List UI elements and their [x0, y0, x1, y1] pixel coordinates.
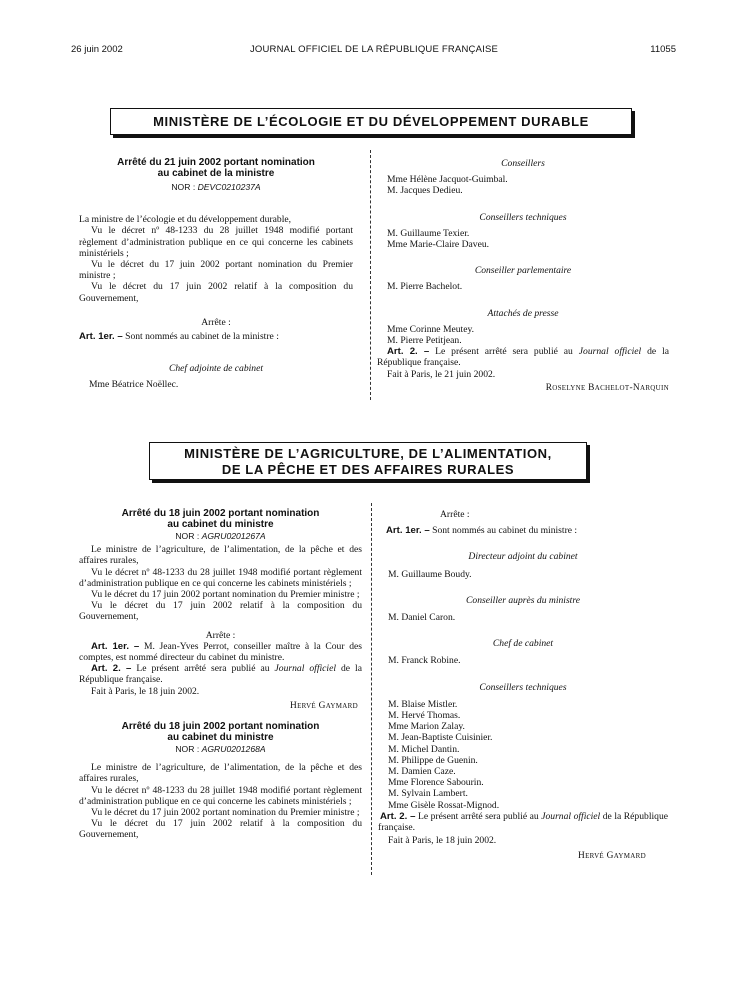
name-chef-adjointe: Mme Béatrice Noëllec. [89, 379, 179, 391]
list-item: Mme Florence Sabourin. [388, 777, 484, 789]
column-divider [370, 150, 371, 400]
heading-conseillers: Conseillers [501, 158, 545, 169]
ministry-agriculture-heading: MINISTÈRE DE L’AGRICULTURE, DE L’ALIMENTATION, DE LA PÊCHE ET DES AFFAIRES RURALES [149, 442, 587, 480]
preamble-vu-decret-1948: Vu le décret nº 48-1233 du 28 juillet 1948 modifié portant règlement d’administration publique en ce qui concerne les cabinets ministériels ; [79, 225, 353, 259]
fait-a-paris: Fait à Paris, le 21 juin 2002. [387, 368, 496, 380]
preamble-minister: Le ministre de l’agriculture, de l’alimentation, de la pêche et des affaires rurales, [79, 762, 362, 785]
article-1: Art. 1er. – Sont nommés au cabinet de la ministre : [79, 331, 279, 343]
preamble-minister: Le ministre de l’agriculture, de l’alimentation, de la pêche et des affaires rurales, [79, 544, 362, 567]
list-item: M. Michel Dantin. [388, 743, 460, 755]
preamble-vu-decret-1948: Vu le décret nº 48-1233 du 28 juillet 1948 modifié portant règlement d’administration publique en ce qui concerne les cabinets ministériels ; [79, 566, 362, 589]
list-item: Mme Marion Zalay. [388, 721, 465, 733]
name-chef-de-cabinet: M. Franck Robine. [388, 655, 461, 667]
name-conseiller: M. Jacques Dedieu. [387, 185, 463, 197]
heading-conseillers-techniques: Conseillers techniques [479, 211, 567, 223]
list-item: M. Damien Caze. [388, 766, 456, 778]
column-divider [371, 503, 372, 875]
preamble-vu-decret-premier-ministre: Vu le décret du 17 juin 2002 portant nomination du Premier ministre ; [91, 589, 360, 601]
list-item: M. Hervé Thomas. [388, 710, 461, 722]
arrete-word: Arrête : [201, 316, 231, 328]
ministry-ecologie-heading: MINISTÈRE DE L’ÉCOLOGIE ET DU DÉVELOPPEMENT DURABLE [110, 108, 632, 135]
nor-reference: NOR : AGRU0201267A [175, 531, 266, 541]
article-2: Art. 2. – Le présent arrêté sera publié au Journal officiel de la République française. [377, 346, 669, 369]
article-1: Art. 1er. – M. Jean-Yves Perrot, conseiller maître à la Cour des comptes, est nommé directeur du cabinet du ministre. [79, 640, 363, 664]
article-2: Art. 2. – Le présent arrêté sera publié au Journal officiel de la République française. [378, 810, 669, 834]
heading-conseiller-parlementaire: Conseiller parlementaire [474, 265, 572, 277]
nor-reference: NOR : AGRU0201268A [175, 744, 266, 755]
name-attache-presse: M. Pierre Petitjean. [387, 335, 462, 347]
preamble-vu-decret-gouvernement: Vu le décret du 17 juin 2002 relatif à la composition du Gouvernement, [79, 281, 353, 304]
preamble-vu-decret-premier-ministre: Vu le décret du 17 juin 2002 portant nomination du Premier ministre ; [91, 807, 360, 819]
name-conseiller-technique: M. Guillaume Texier. [387, 227, 470, 239]
list-item: Mme Gisèle Rossat-Mignod. [388, 799, 500, 811]
arrete-ecologie-left-column [79, 158, 353, 391]
article-1: Art. 1er. – Sont nommés au cabinet du ministre : [386, 525, 578, 537]
preamble-vu-decret-gouvernement: Vu le décret du 17 juin 2002 relatif à la composition du Gouvernement, [79, 600, 362, 623]
preamble-vu-decret-premier-ministre: Vu le décret du 17 juin 2002 portant nomination du Premier ministre ; [79, 259, 353, 282]
name-conseiller: Mme Hélène Jacquot-Guimbal. [387, 174, 508, 186]
fait-a-paris: Fait à Paris, le 18 juin 2002. [91, 685, 200, 697]
name-conseiller-aupres: M. Daniel Caron. [388, 612, 456, 624]
name-conseiller-technique: Mme Marie-Claire Daveu. [387, 239, 490, 251]
header-page-number: 11055 [650, 44, 676, 55]
list-item: M. Sylvain Lambert. [388, 788, 468, 800]
fait-a-paris: Fait à Paris, le 18 juin 2002. [388, 835, 497, 847]
name-conseiller-parlementaire: M. Pierre Bachelot. [387, 281, 463, 293]
preamble-vu-decret-1948: Vu le décret nº 48-1233 du 28 juillet 1948 modifié portant règlement d’administration publique en ce qui concerne les cabinets ministériels ; [79, 784, 362, 807]
signature: Hervé Gaymard [290, 700, 358, 711]
arrete-title: Arrêté du 21 juin 2002 portant nomination au cabinet de la ministre [117, 157, 315, 179]
name-directeur-adjoint: M. Guillaume Boudy. [388, 568, 472, 580]
preamble-minister: La ministre de l’écologie et du développement durable, [79, 214, 292, 226]
arrete-title: Arrêté du 18 juin 2002 portant nomination au cabinet du ministre [121, 721, 320, 743]
arrete-agriculture-left-column [79, 509, 362, 841]
arrete-ecologie-right-column [377, 158, 669, 394]
heading-conseiller-aupres: Conseiller auprès du ministre [466, 594, 580, 606]
heading-chef-adjointe: Chef adjointe de cabinet [168, 363, 264, 375]
list-conseillers-techniques [378, 699, 668, 811]
heading-attaches-presse: Attachés de presse [487, 307, 559, 319]
arrete-title: Arrêté du 18 juin 2002 portant nomination au cabinet du ministre [121, 508, 320, 530]
heading-chef-de-cabinet: Chef de cabinet [492, 638, 554, 650]
list-item: M. Blaise Mistler. [388, 698, 458, 710]
list-item: M. Philippe de Guenin. [388, 754, 478, 766]
heading-directeur-adjoint: Directeur adjoint du cabinet [468, 551, 578, 563]
header-date: 26 juin 2002 [71, 44, 123, 55]
article-2: Art. 2. – Le présent arrêté sera publié au Journal officiel de la République française. [79, 663, 362, 686]
list-item: M. Jean-Baptiste Cuisinier. [388, 732, 493, 744]
signature: Roselyne Bachelot-Narquin [545, 382, 669, 393]
preamble-vu-decret-gouvernement: Vu le décret du 17 juin 2002 relatif à la composition du Gouvernement, [79, 818, 362, 841]
arrete-agriculture-right-column [378, 509, 668, 863]
heading-conseillers-techniques: Conseillers techniques [479, 681, 567, 693]
name-attache-presse: Mme Corinne Meutey. [387, 323, 475, 335]
arrete-word: Arrête : [205, 629, 236, 641]
arrete-word: Arrête : [440, 509, 470, 520]
nor-reference: NOR : DEVC0210237A [171, 182, 261, 192]
header-journal-title: JOURNAL OFFICIEL DE LA RÉPUBLIQUE FRANÇAISE [249, 44, 499, 55]
signature: Hervé Gaymard [578, 851, 646, 862]
